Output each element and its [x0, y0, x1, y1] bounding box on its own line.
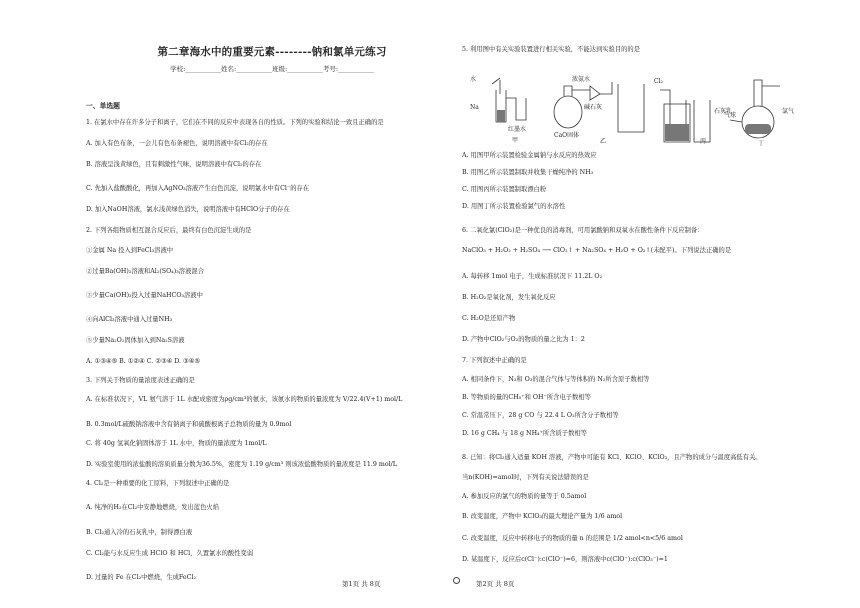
left-line-18: 4. Cl₂是一种重要的化工原料，下列叙述中正确的是	[86, 480, 230, 487]
left-line-9: ③少量Ca(OH)₂投入过量NaHCO₃溶液中	[86, 292, 203, 299]
left-line-0: 一、单选题	[86, 102, 120, 110]
liquid-bing	[665, 124, 689, 141]
label-jia: 甲	[512, 137, 519, 144]
u-tube-jia	[506, 98, 526, 120]
right-line-19: B. 改变温度，产物中 KClO₃的最大理论产量为 1/6 amol	[462, 513, 623, 520]
right-line-20: C. 改变温度，反应中转移电子的物质的量 n 的范围是 1/2 amol<n<5/6 amol	[462, 535, 683, 542]
page-binding-dot	[453, 577, 460, 584]
right-line-16: 8. 已知：将Cl₂通入适量 KOH 溶液，产物中可能有 KCl、KClO、KClO₃，且产物的成分与温度高低有关。	[462, 454, 762, 461]
left-line-14: A. 在标准状况下，VL 氨气溶于 1L 水配成密度为ρg/cm³的氨水，该氨水的物质的量浓度为 V/22.4(V+1) mol/L	[86, 396, 403, 403]
page-number-left: 第1页 共 8页	[342, 580, 381, 588]
right-line-15: D. 16 g CH₄ 与 18 g NH₄⁺所含质子数相等	[462, 430, 587, 437]
right-line-17: 当n(KOH)=amol时，下列有关说法错误的是	[462, 474, 589, 481]
label-na: Na	[470, 104, 479, 111]
label-balloon: 气球	[724, 112, 737, 119]
apparatus-figures	[468, 60, 840, 148]
left-line-22: D. 过量的 Fe 在Cl₂中燃烧，生成FeCl₂	[86, 574, 197, 581]
left-line-21: C. Cl₂能与水反应生成 HClO 和 HCl，久置氯水的酸性变弱	[86, 550, 254, 557]
label-cao: CaO固体	[554, 132, 580, 139]
left-line-16: C. 将 40g 氢氧化钠固体溶于 1L 水中，物质的量浓度为 1mol/L	[86, 440, 267, 447]
right-line-1: A. 用图甲所示装置检验金属钠与水反应的热效应	[462, 152, 597, 159]
label-yi: 乙	[600, 138, 607, 145]
left-line-12: A. ①③④⑤ B. ①②④ C. ②③④ D. ③④⑤	[86, 358, 200, 365]
label-conc-ammonia: 浓氨水	[572, 76, 591, 83]
label-cl2: Cl₂	[654, 78, 663, 85]
left-line-2: A. 加入有色布条，一会儿有色布条褪色，说明溶液中有Cl₂的存在	[86, 140, 268, 147]
right-line-14: C. 常温常压下，28 g CO 与 22.4 L O₂所含分子数相等	[462, 412, 619, 419]
label-water: 水	[470, 76, 477, 83]
right-line-3: C. 用图丙所示装置制取漂白粉	[462, 186, 547, 193]
right-line-10: D. 产物中ClO₂与O₂的物质的量之比为 1：2	[462, 336, 585, 343]
right-line-5: 6. 二氧化氯(ClO₂)是一种优良的消毒剂，可用氯酸钠和双氧水在酸性条件下反应制备：	[462, 227, 704, 234]
right-line-8: B. H₂O₂是氧化剂，发生氧化反应	[462, 294, 556, 301]
left-line-3: B. 溶液呈浅黄绿色，且有刺激性气味，说明溶液中有Cl₂的存在	[86, 161, 262, 168]
label-ding: 丁	[758, 140, 765, 147]
right-line-12: A. 相同条件下，N₂和 O₃的混合气体与等体积的 N₂所含原子数相等	[462, 376, 650, 383]
exam-title: 第二章海水中的重要元素--------钠和氯单元练习	[157, 46, 387, 58]
right-line-13: B. 等物质的量的CH₅⁺和 OH⁻所含电子数相等	[462, 394, 591, 401]
label-lime-milk: 石灰乳	[714, 108, 733, 115]
left-line-20: B. Cl₂通入冷的石灰乳中，制得漂白液	[86, 529, 193, 536]
right-line-0: 5. 利用图中有关实验装置进行相关实验，不能达到实验目的的是	[462, 46, 641, 53]
right-line-18: A. 参加反应的氯气的物质的量等于 0.5amol	[462, 493, 587, 500]
label-bing: 丙	[700, 138, 707, 145]
left-line-4: C. 先加入盐酸酸化，再加入AgNO₃溶液产生白色沉淀，说明氯水中有Cl⁻的存在	[86, 185, 310, 192]
label-chlorine: 氯气	[782, 108, 795, 115]
apparatus-diagram	[468, 60, 840, 148]
page-number-right: 第2页 共 8页	[476, 580, 515, 588]
left-line-5: D. 加入NaOH溶液，氯水浅黄绿色消失，说明溶液中有HClO分子的存在	[86, 206, 290, 213]
left-line-15: B. 0.3mol/L硫酸钠溶液中含有钠离子和硫酸根离子总物质的量为 0.9mol	[86, 421, 292, 428]
collecting-bottle-yi	[618, 84, 644, 132]
right-line-11: 7. 下列叙述中正确的是	[462, 357, 527, 364]
flask-yi	[554, 96, 582, 128]
right-line-2: B. 用图乙所示装置制取并收集干燥纯净的 NH₃	[462, 169, 594, 176]
left-line-8: ②过量Ba(OH)₂溶液和Al₂(SO₄)₃溶液混合	[86, 268, 204, 275]
left-line-10: ④向AlCl₃溶液中通入过量NH₃	[86, 316, 173, 323]
left-line-6: 2. 下列各组物质相互混合反应后，最终有白色沉淀生成的是	[86, 227, 252, 234]
right-line-4: D. 用图丁所示装置检验氯气的水溶性	[462, 203, 566, 210]
left-line-11: ⑤少量Na₂O₂固体加入到Na₂S溶液	[86, 337, 185, 344]
label-red-ink: 红墨水	[508, 126, 527, 133]
right-line-21: D. 某温度下，反应后c(Cl⁻):c(ClO⁻)=6，则溶液中c(ClO⁻):c(ClO₃⁻)=1	[462, 556, 668, 563]
left-line-19: A. 纯净的H₂在Cl₂中安静地燃烧，发出蓝色火焰	[86, 504, 219, 511]
left-line-1: 1. 在氯水中存在许多分子和离子，它们在不同的反应中表现各自的性质。下列的实验和结论一致且正确的是	[86, 119, 384, 126]
left-line-13: 3. 下列关于物质的量浓度表述正确的是	[86, 377, 195, 384]
left-line-7: ①金属 Na 投入到FeCl₃溶液中	[86, 247, 174, 254]
label-soda-lime: 碱石灰	[584, 104, 603, 111]
liquid-jia	[497, 110, 505, 122]
student-info-line: 学校:___________姓名:___________班级:___________考号:___________	[170, 65, 374, 73]
right-line-9: C. H₂O是还原产物	[462, 315, 516, 322]
right-line-6: NaClO₃ + H₂O₂ + H₂SO₄ ⟶ ClO₂↑ + Na₂SO₄ + H₂O + O₂↑(未配平)。下列说法正确的是	[462, 247, 732, 254]
left-line-17: D. 实验室使用的浓盐酸的溶质质量分数为36.5%，密度为 1.19 g/cm³ 则该浓盐酸物质的量浓度是 11.9 mol/L	[86, 461, 397, 468]
liquid-ding	[745, 124, 771, 134]
right-line-7: A. 每转移 1mol 电子，生成标准状况下 11.2L O₂	[462, 273, 603, 280]
